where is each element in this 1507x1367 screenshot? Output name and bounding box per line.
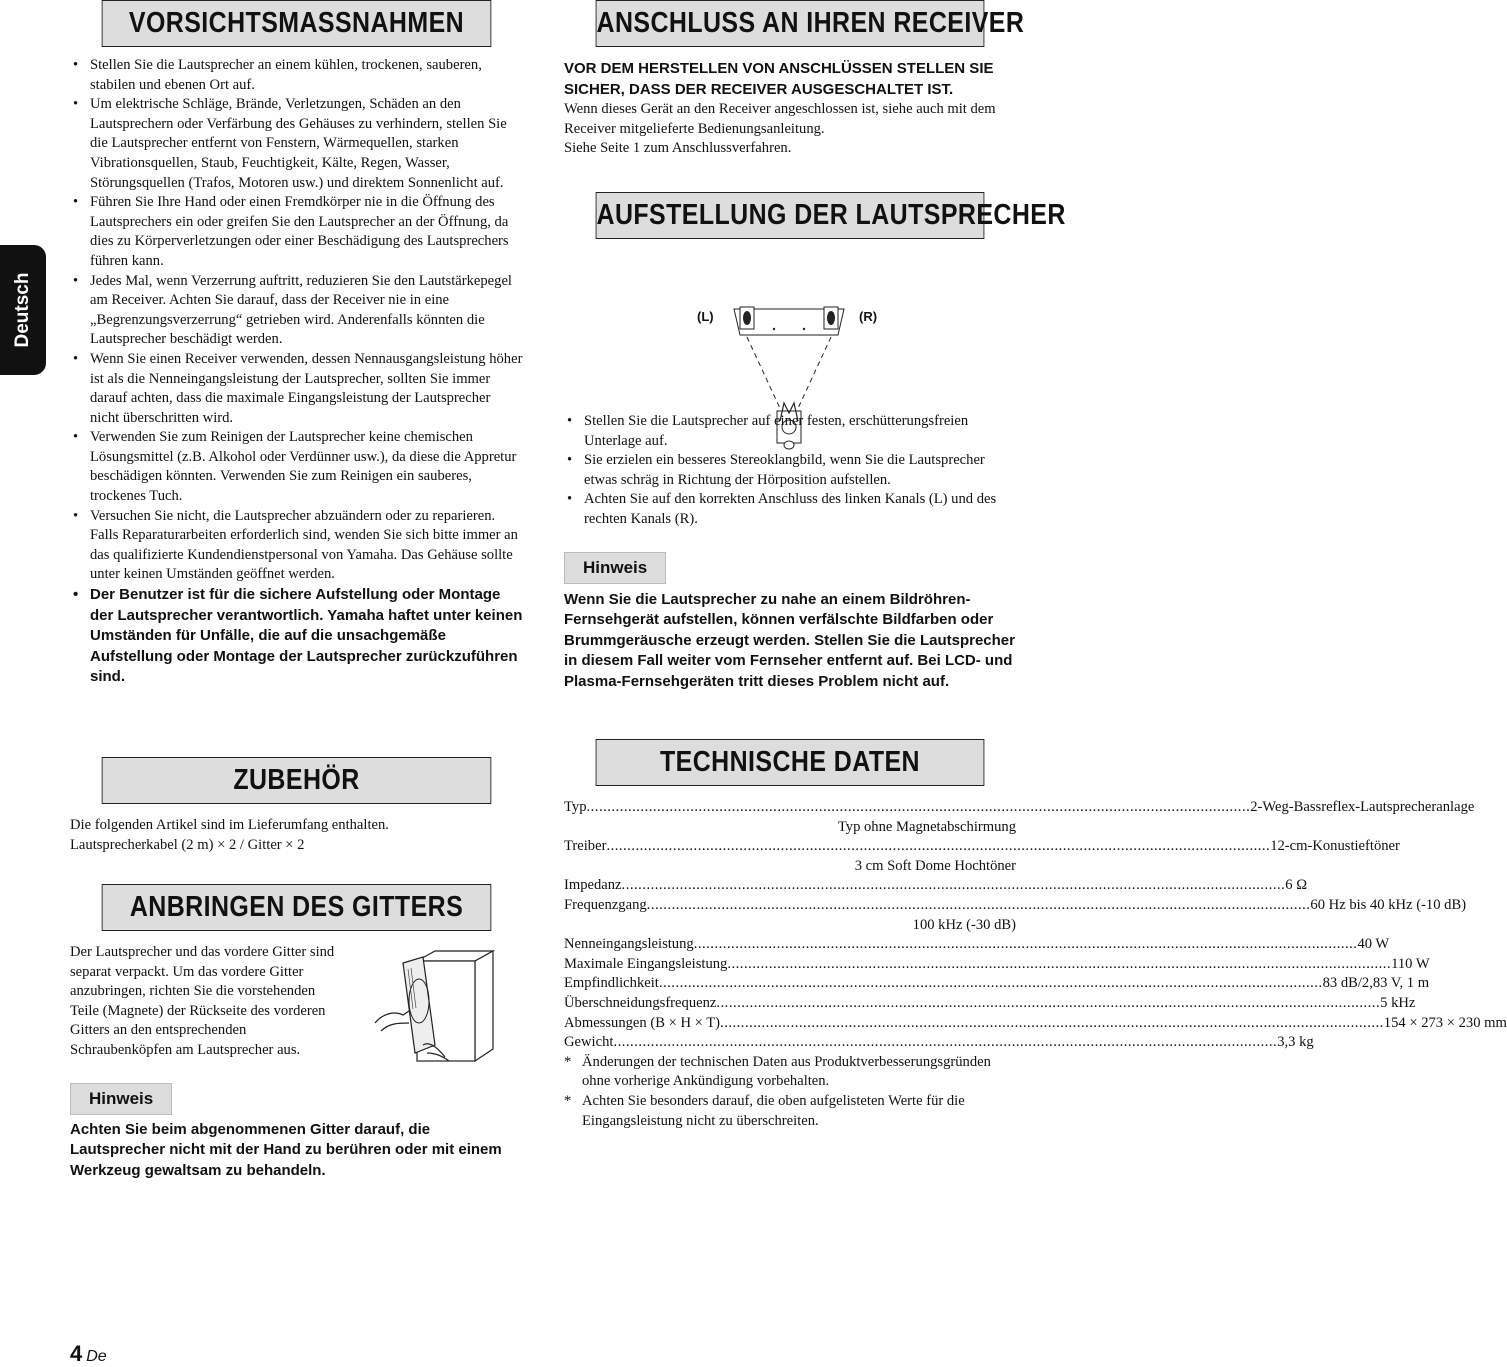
left-column (70, 0, 523, 1179)
connection-warning: VOR DEM HERSTELLEN VON ANSCHLÜSSEN STELLEN SIE SICHER, DASS DER RECEIVER AUSGESCHALTET IST. (564, 60, 994, 98)
specs-heading: TECHNISCHE DATEN (596, 739, 985, 786)
spec-value: 83 dB/2,83 V, 1 m (1322, 975, 1430, 992)
right-channel-label: (R) (859, 309, 878, 324)
spec-leader (622, 876, 1286, 896)
specs-table (564, 798, 1507, 1053)
list-item: • Stellen Sie die Lautsprecher auf einer festen, erschütterungsfreien Unterlage auf. (564, 412, 1016, 451)
spec-leader (694, 935, 1358, 955)
specs-section (564, 739, 1507, 1131)
list-item: • Stellen Sie die Lautsprecher an einem kühlen, trockenen, sauberen, stabilen und ebenen Ort auf. (70, 56, 523, 95)
spec-leader (647, 896, 1311, 916)
language-side-tab (0, 245, 46, 375)
connection-text: Wenn dieses Gerät an den Receiver angeschlossen ist, siehe auch mit dem Receiver mitgelieferte Bedienungsanleitung. (564, 101, 996, 137)
spec-value: 12-cm-Konustieftöner (1270, 838, 1400, 855)
placement-list (564, 412, 1016, 530)
placement-heading: AUFSTELLUNG DER LAUTSPRECHER (596, 192, 985, 239)
grille-note-label: Hinweis (70, 1083, 172, 1115)
spec-label: Überschneidungsfrequenz (564, 994, 717, 1011)
right-column (564, 0, 1507, 1129)
spec-value: 110 W (1391, 955, 1430, 972)
spec-label: Typ (564, 799, 587, 815)
spec-label: Frequenzgang (564, 896, 647, 913)
spec-row (564, 896, 1467, 916)
list-item: • Jedes Mal, wenn Verzerrung auftritt, reduzieren Sie den Lautstärkepegel am Receiver. Achten Sie darauf, dass der Receiver nie in eine „Begrenzungsverzerrung“ getrieben wird. Anderenfalls könnten die Lautsprecher beschädigt werden. (70, 272, 523, 350)
placement-note-text: Wenn Sie die Lautsprecher zu nahe an einem Bildröhren-Fernsehgerät aufstellen, können verfälschte Bildfarben oder Brummgeräusche erzeugt werden. Stellen Sie die Lautsprecher in diesem Fall weiter vom Fernseher entfernt auf. Bei LCD- und Plasma-Fernsehgeräten tritt dieses Problem nicht auf. (564, 590, 1015, 690)
spec-value: 6 Ω (1285, 877, 1308, 894)
list-item: • Achten Sie auf den korrekten Anschluss des linken Kanals (L) und des rechten Kanals (R). (564, 490, 1016, 529)
list-item: • Versuchen Sie nicht, die Lautsprecher abzuändern oder zu reparieren. Falls Reparaturarbeiten erforderlich sind, wenden Sie sich bitte immer an das qualifizierte Kundendienstpersonal von Yamaha. Das Gehäuse sollte unter keinen Umständen geöffnet werden. (70, 507, 523, 585)
spec-value: 154 × 273 × 230 mm (1383, 1014, 1507, 1031)
spec-label: Nenneingangsleistung (564, 936, 694, 953)
spec-label: Treiber (564, 838, 607, 855)
spec-label: Abmessungen (B × H × T) (564, 1014, 721, 1031)
spec-leader (720, 1014, 1384, 1034)
grille-heading: ANBRINGEN DES GITTERS (102, 884, 492, 931)
spec-value-continued: 100 kHz (-30 dB) (912, 916, 1016, 933)
spec-leader (613, 1033, 1277, 1053)
spec-row (564, 974, 1430, 994)
footnote-text: Achten Sie besonders darauf, die oben aufgelisteten Werte für die Eingangsleistung nicht zu überschreiten. (582, 1092, 965, 1129)
spec-leader (587, 798, 1251, 818)
spec-leader (659, 974, 1323, 994)
spec-label: Impedanz (564, 877, 622, 894)
spec-value-continued: 3 cm Soft Dome Hochtöner (854, 857, 1016, 874)
spec-leader (727, 955, 1391, 975)
spec-value: 60 Hz bis 40 kHz (-10 dB) (1310, 896, 1467, 913)
footnote (564, 1092, 1016, 1131)
spec-value-continued: Typ ohne Magnetabschirmung (837, 818, 1016, 835)
page-number-value: 4 (70, 1341, 83, 1366)
spec-row (564, 1033, 1314, 1053)
footnote (564, 1053, 1016, 1092)
spec-value: 3,3 kg (1277, 1034, 1314, 1051)
accessories-items: Lautsprecherkabel (2 m) × 2 / Gitter × 2 (70, 836, 305, 853)
spec-row (564, 994, 1416, 1014)
spec-row (564, 1014, 1507, 1034)
footnote-text: Änderungen der technischen Daten aus Produktverbesserungsgründen ohne vorherige Ankündigung vorbehalten. (582, 1053, 991, 1090)
accessories-heading: ZUBEHÖR (102, 757, 492, 804)
accessories-intro: Die folgenden Artikel sind im Lieferumfang enthalten. (70, 817, 389, 833)
precautions-heading: VORSICHTSMASSNAHMEN (102, 0, 492, 47)
spec-leader (716, 994, 1380, 1014)
list-item: • Um elektrische Schläge, Brände, Verletzungen, Schäden an den Lautsprechern oder Verfärbung des Gehäuses zu verhindern, stellen Sie die Lautsprecher entfernt von Fenstern, Wärmequellen, starken Vibrationsquellen, Staub, Feuchtigkeit, Kälte, Regen, Wasser, Störungsquellen (Trafos, Motoren usw.) und direktem Sonnenlicht auf. (70, 95, 523, 193)
spec-label: Empfindlichkeit (564, 975, 659, 992)
grille-section (70, 884, 523, 1181)
grille-text: Der Lautsprecher und das vordere Gitter sind separat verpackt. Um das vordere Gitter anzubringen, richten Sie die vorstehenden Teile (Magnete) der Rückseite des vorderen Gitters an den entsprechenden Schraubenköpfen am Lautsprecher aus. (70, 944, 335, 1058)
spec-label: Maximale Eingangsleistung (564, 955, 728, 972)
list-item: • Verwenden Sie zum Reinigen der Lautsprecher keine chemischen Lösungsmittel (z.B. Alkohol oder Verdünner usw.), da diese die Appretur beschädigen könnten. Verwenden Sie zum Reinigen ein sauberes, trockenes Tuch. (70, 428, 523, 506)
list-item: • Sie erzielen ein besseres Stereoklangbild, wenn Sie die Lautsprecher etwas schräg in Richtung der Hörposition aufstellen. (564, 451, 1016, 490)
grille-attach-illustration (375, 949, 495, 1071)
spec-row (564, 935, 1390, 955)
spec-label: Gewicht (564, 1034, 614, 1051)
connection-heading: ANSCHLUSS AN IHREN RECEIVER (596, 0, 985, 47)
placement-section (564, 192, 1066, 692)
spec-row (564, 876, 1308, 896)
page-language-suffix: De (86, 1348, 107, 1365)
placement-diagram (564, 239, 1016, 405)
precautions-list (70, 56, 523, 688)
spec-row (564, 837, 1400, 857)
placement-note-label: Hinweis (564, 552, 666, 584)
spec-value: 40 W (1357, 936, 1390, 953)
spec-row (564, 798, 1475, 818)
left-channel-label: (L) (697, 309, 714, 324)
specs-footnotes (564, 1053, 1016, 1131)
spec-leader (606, 837, 1270, 857)
language-label: Deutsch (12, 272, 34, 348)
spec-value: 5 kHz (1380, 994, 1416, 1011)
list-item: • Wenn Sie einen Receiver verwenden, dessen Nennausgangsleistung höher ist als die Nenneingangsleistung der Lautsprecher, sollten Sie immer darauf achten, dass die maximale Eingangsleistung der Lautsprecher nicht überschritten wird. (70, 350, 523, 428)
list-item: • Führen Sie Ihre Hand oder einen Fremdkörper nie in die Öffnung des Lautsprechers ein oder greifen Sie den Lautsprecher an der Öffnung, da dies zu Körperverletzungen oder einer Beschädigung des Lautsprechers führen kann. (70, 193, 523, 271)
list-item-bold: • Der Benutzer ist für die sichere Aufstellung oder Montage der Lautsprecher verantwortlich. Yamaha haftet unter keinen Umständen für Unfälle, die auf die unsachgemäße Aufstellung oder Montage der Lautsprecher zurückzuführen sind. (70, 585, 523, 688)
footnote-mark: * (564, 1092, 572, 1109)
connection-page-ref: Siehe Seite 1 zum Anschlussverfahren. (564, 140, 792, 157)
page-number (70, 1341, 107, 1367)
spec-row (564, 955, 1430, 975)
footnote-mark: * (564, 1053, 572, 1070)
grille-note-text: Achten Sie beim abgenommenen Gitter darauf, die Lautsprecher nicht mit der Hand zu berühren oder mit einem Werkzeug gewaltsam zu behandeln. (70, 1120, 502, 1179)
spec-value: 2-Weg-Bassreflex-Lautsprecheranlage (1250, 799, 1475, 815)
accessories-section (70, 757, 523, 855)
